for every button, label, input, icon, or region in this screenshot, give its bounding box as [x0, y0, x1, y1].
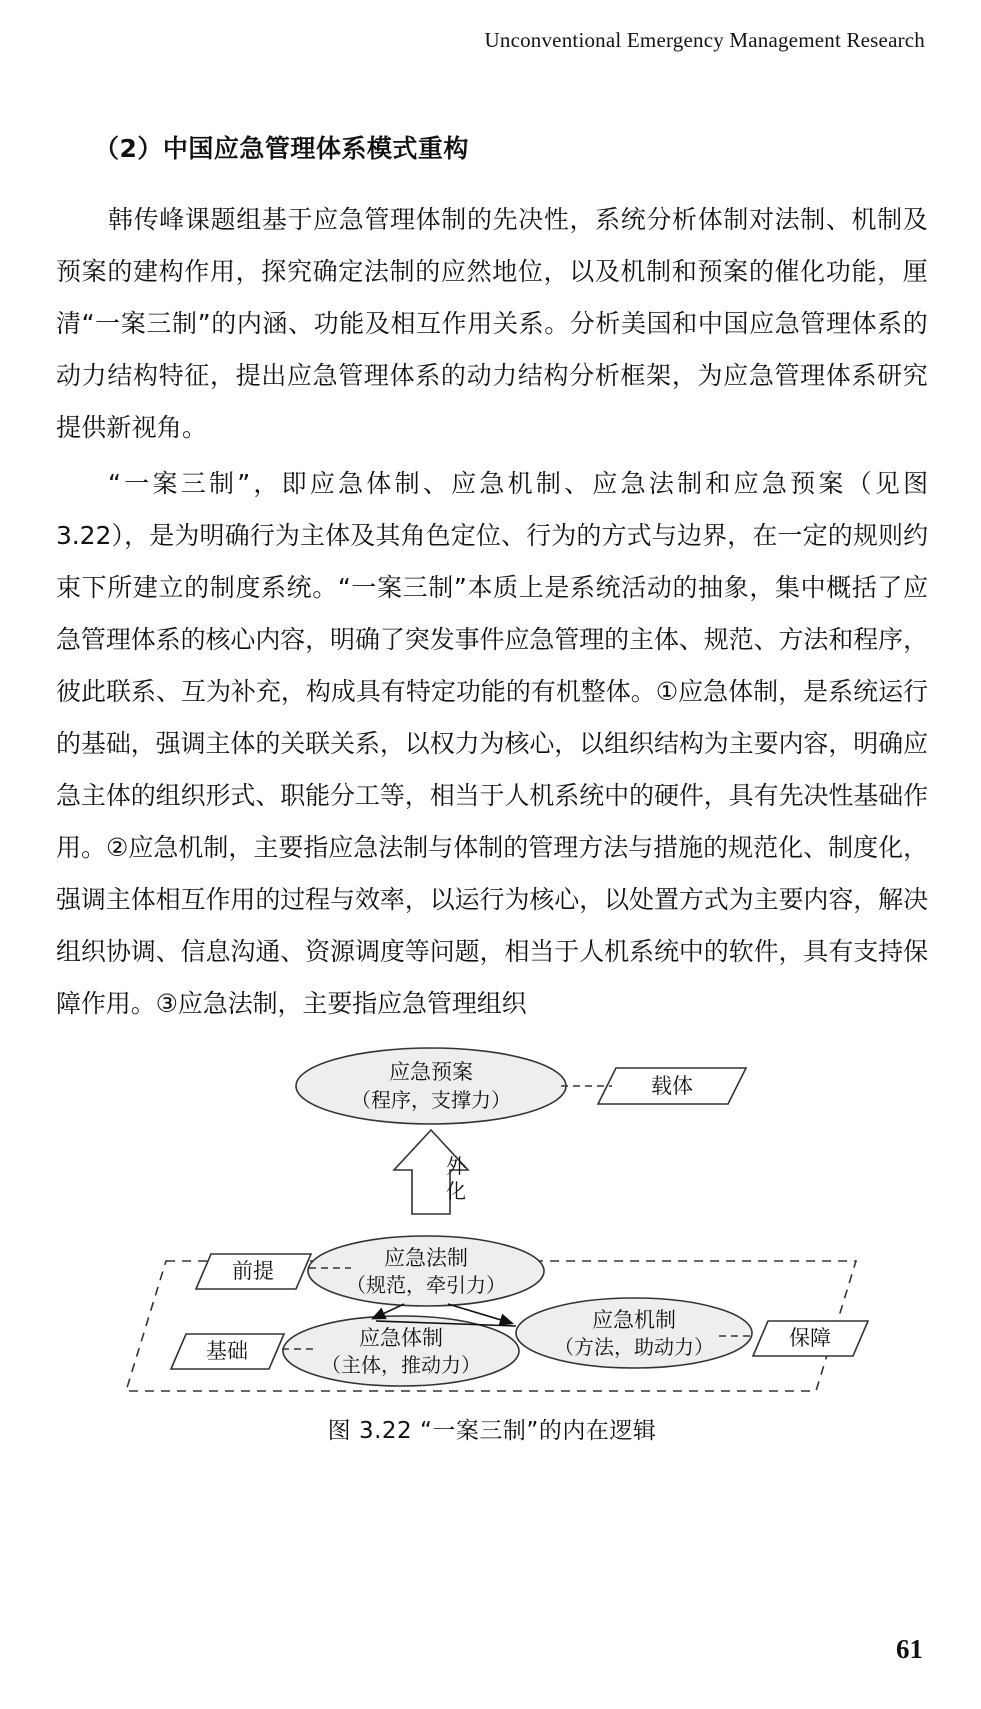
- premise-tag-label: 前提: [232, 1258, 274, 1283]
- carrier-tag-label: 载体: [651, 1073, 693, 1098]
- plan-subtitle: （程序，支撑力）: [351, 1087, 511, 1112]
- guarantee-tag-label: 保障: [789, 1325, 831, 1350]
- figure-diagram: [56, 1046, 928, 1406]
- system-title: 应急体制: [359, 1325, 443, 1350]
- foundation-tag-label: 基础: [206, 1338, 248, 1363]
- mechanism-title: 应急机制: [592, 1307, 676, 1332]
- figure-3-22: [56, 1046, 928, 1445]
- plan-title: 应急预案: [389, 1059, 473, 1084]
- section-heading: （2）中国应急管理体系模式重构: [94, 134, 469, 163]
- law-title: 应急法制: [384, 1245, 468, 1270]
- externalization-label-1: 外: [446, 1153, 466, 1178]
- running-head: Unconventional Emergency Management Research: [484, 28, 925, 52]
- law-subtitle: （规范，牵引力）: [346, 1272, 506, 1297]
- page-content: [56, 130, 928, 1445]
- paragraph-2: “一案三制”，即应急体制、应急机制、应急法制和应急预案（见图 3.22），是为明确行为主体及其角色定位、行为的方式与边界，在一定的规则约束下所建立的制度系统。“一案三制”本质上是系统活动的抽象，集中概括了应急管理体系的核心内容，明确了突发事件应急管理的主体、规范、方法和程序，彼此联系、互为补充，构成具有特定功能的有机整体。①应急体制，是系统运行的基础，强调主体的关联关系，以权力为核心，以组织结构为主要内容，明确应急主体的组织形式、职能分工等，相当于人机系统中的硬件，具有先决性基础作用。②应急机制，主要指应急法制与体制的管理方法与措施的规范化、制度化，强调主体相互作用的过程与效率，以运行为核心，以处置方式为主要内容，解决组织协调、信息沟通、资源调度等问题，相当于人机系统中的软件，具有支持保障作用。③应急法制，主要指应急管理组织: [56, 468, 928, 1018]
- externalization-label-2: 化: [446, 1178, 466, 1203]
- figure-caption: 图 3.22 “一案三制”的内在逻辑: [327, 1417, 657, 1444]
- system-subtitle: （主体，推动力）: [321, 1352, 481, 1377]
- mechanism-subtitle: （方法，助动力）: [554, 1334, 714, 1359]
- page-number: 61: [896, 1634, 923, 1664]
- paragraph-1: 韩传峰课题组基于应急管理体制的先决性，系统分析体制对法制、机制及预案的建构作用，探究确定法制的应然地位，以及机制和预案的催化功能，厘清“一案三制”的内涵、功能及相互作用关系。分析美国和中国应急管理体系的动力结构特征，提出应急管理体系的动力结构分析框架，为应急管理体系研究提供新视角。: [56, 204, 928, 442]
